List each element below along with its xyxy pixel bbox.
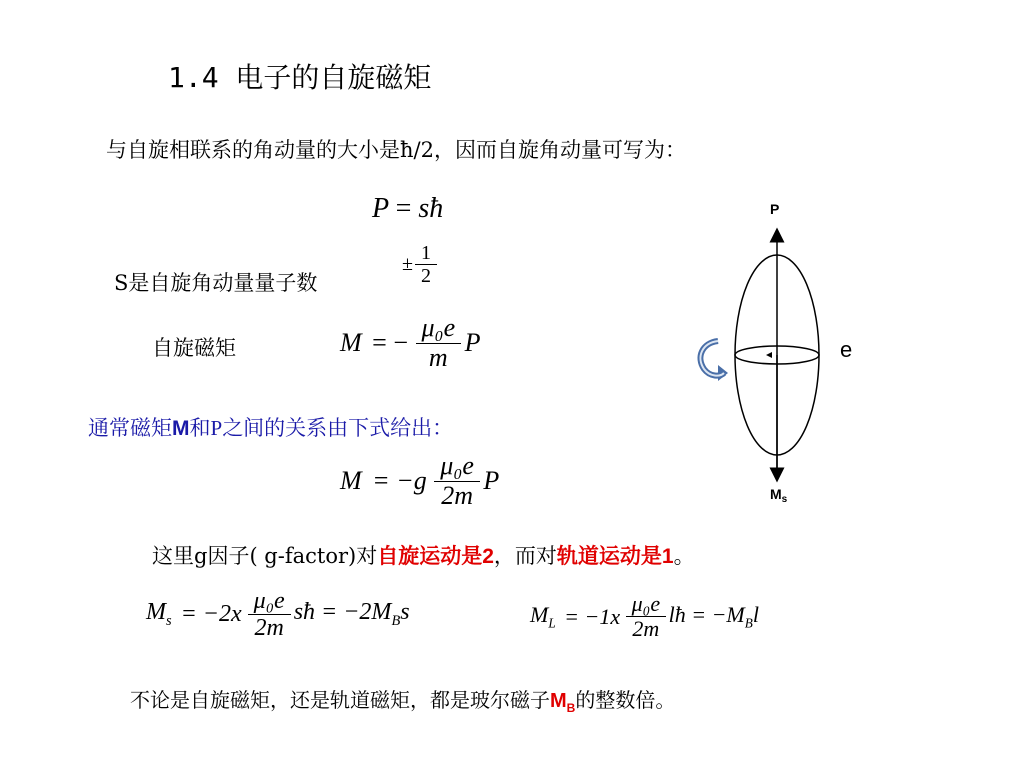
eq-m-den: m: [428, 342, 448, 372]
equation-ml: [530, 592, 759, 641]
conclusion-mb: M: [550, 690, 567, 712]
relation-a: 通常磁矩: [88, 416, 172, 440]
eq-ms-den: 2m: [254, 615, 284, 642]
gfactor-e: 。: [673, 544, 695, 568]
eq-ml-frac: [629, 592, 663, 641]
eq-ml-num: μ₀e: [631, 591, 661, 616]
small-arrowhead: [766, 352, 772, 358]
conclusion-a: 不论是自旋磁矩，还是轨道磁矩，都是玻尔磁子: [130, 688, 550, 712]
eq-p-lhs: P: [372, 193, 389, 224]
eq-mg-eq: = −g: [372, 466, 427, 496]
equation-m: [340, 314, 481, 372]
ms-label-sub: s: [781, 494, 788, 505]
relation-text: [88, 412, 453, 442]
eq-mg-frac: [437, 452, 477, 510]
p-label: P: [770, 201, 780, 217]
s-fraction: [402, 242, 434, 287]
eq-ml-tail: l: [752, 601, 759, 627]
eq-m-lhs: M: [340, 328, 362, 358]
eq-ms-tail: s: [400, 599, 410, 626]
eq-mg-den: 2m: [441, 480, 473, 510]
gfactor-a: 这里g因子( g-factor)对: [152, 544, 378, 568]
ms-label: [770, 486, 788, 505]
eq-m-rhs: P: [464, 328, 481, 358]
relation-c: 之间的关系由下式给出：: [222, 416, 454, 440]
eq-ms-mid: sħ = −2M: [293, 599, 392, 626]
spin-diagram: [680, 195, 880, 515]
eq-ml-mid: lħ = −M: [668, 601, 745, 627]
eq-ms-lhs-sub: s: [166, 613, 172, 630]
conclusion-b: 的整数倍。: [575, 688, 676, 712]
conclusion-mb-sub: B: [566, 701, 576, 715]
eq-ms-frac: [251, 588, 288, 642]
ms-label-main: M: [770, 486, 782, 502]
s-text: [114, 267, 317, 297]
eq-m-eq: = −: [372, 328, 408, 358]
eq-ml-eq: = −1x: [564, 603, 621, 629]
e-label: e: [840, 337, 853, 362]
eq-ml-lhs-sub: L: [548, 615, 556, 631]
page-title: 1.4 电子的自旋磁矩: [168, 61, 432, 94]
eq-ml-den: 2m: [632, 616, 660, 642]
eq-ml-lhs: M: [530, 601, 549, 627]
eq-ms-eq: = −2x: [180, 601, 242, 628]
gfactor-spin: 自旋运动是2: [377, 545, 494, 568]
gfactor-text: [152, 540, 695, 570]
eq-mg-rhs: P: [483, 466, 500, 496]
relation-p: P: [210, 416, 223, 440]
eq-m-num: μ₀e: [421, 313, 456, 342]
intro-text: 与自旋相联系的角动量的大小是ħ/2，因而自旋角动量可写为：: [106, 138, 686, 162]
conclusion-text: [130, 684, 675, 715]
half-fraction: [418, 242, 434, 287]
spin-moment-label: 自旋磁矩: [152, 336, 236, 360]
eq-p-rhs: sħ: [418, 193, 444, 224]
pm-sign: ±: [402, 253, 413, 275]
frac-num: 1: [420, 242, 431, 264]
eq-ml-mid-sub: B: [744, 615, 753, 631]
eq-ms-num: μ₀e: [253, 588, 285, 614]
rotation-arrow-icon: [700, 341, 728, 381]
eq-ms-lhs: M: [146, 599, 166, 626]
relation-b: 和: [189, 416, 211, 440]
eq-m-frac: [419, 314, 459, 372]
eq-mg-lhs: M: [340, 466, 362, 496]
gfactor-orbit: 轨道运动是1: [556, 545, 674, 568]
equation-p: [372, 193, 443, 225]
gfactor-c: ，而对: [493, 544, 557, 568]
s-text-label: S是自旋角动量量子数: [114, 271, 318, 295]
eq-p-equals: =: [395, 193, 412, 224]
relation-m: M: [172, 417, 190, 440]
equation-mg: [340, 452, 499, 510]
eq-ms-mid-sub: B: [391, 613, 401, 630]
frac-den: 2: [420, 265, 431, 287]
equation-ms: [146, 588, 410, 642]
eq-mg-num: μ₀e: [440, 451, 474, 480]
